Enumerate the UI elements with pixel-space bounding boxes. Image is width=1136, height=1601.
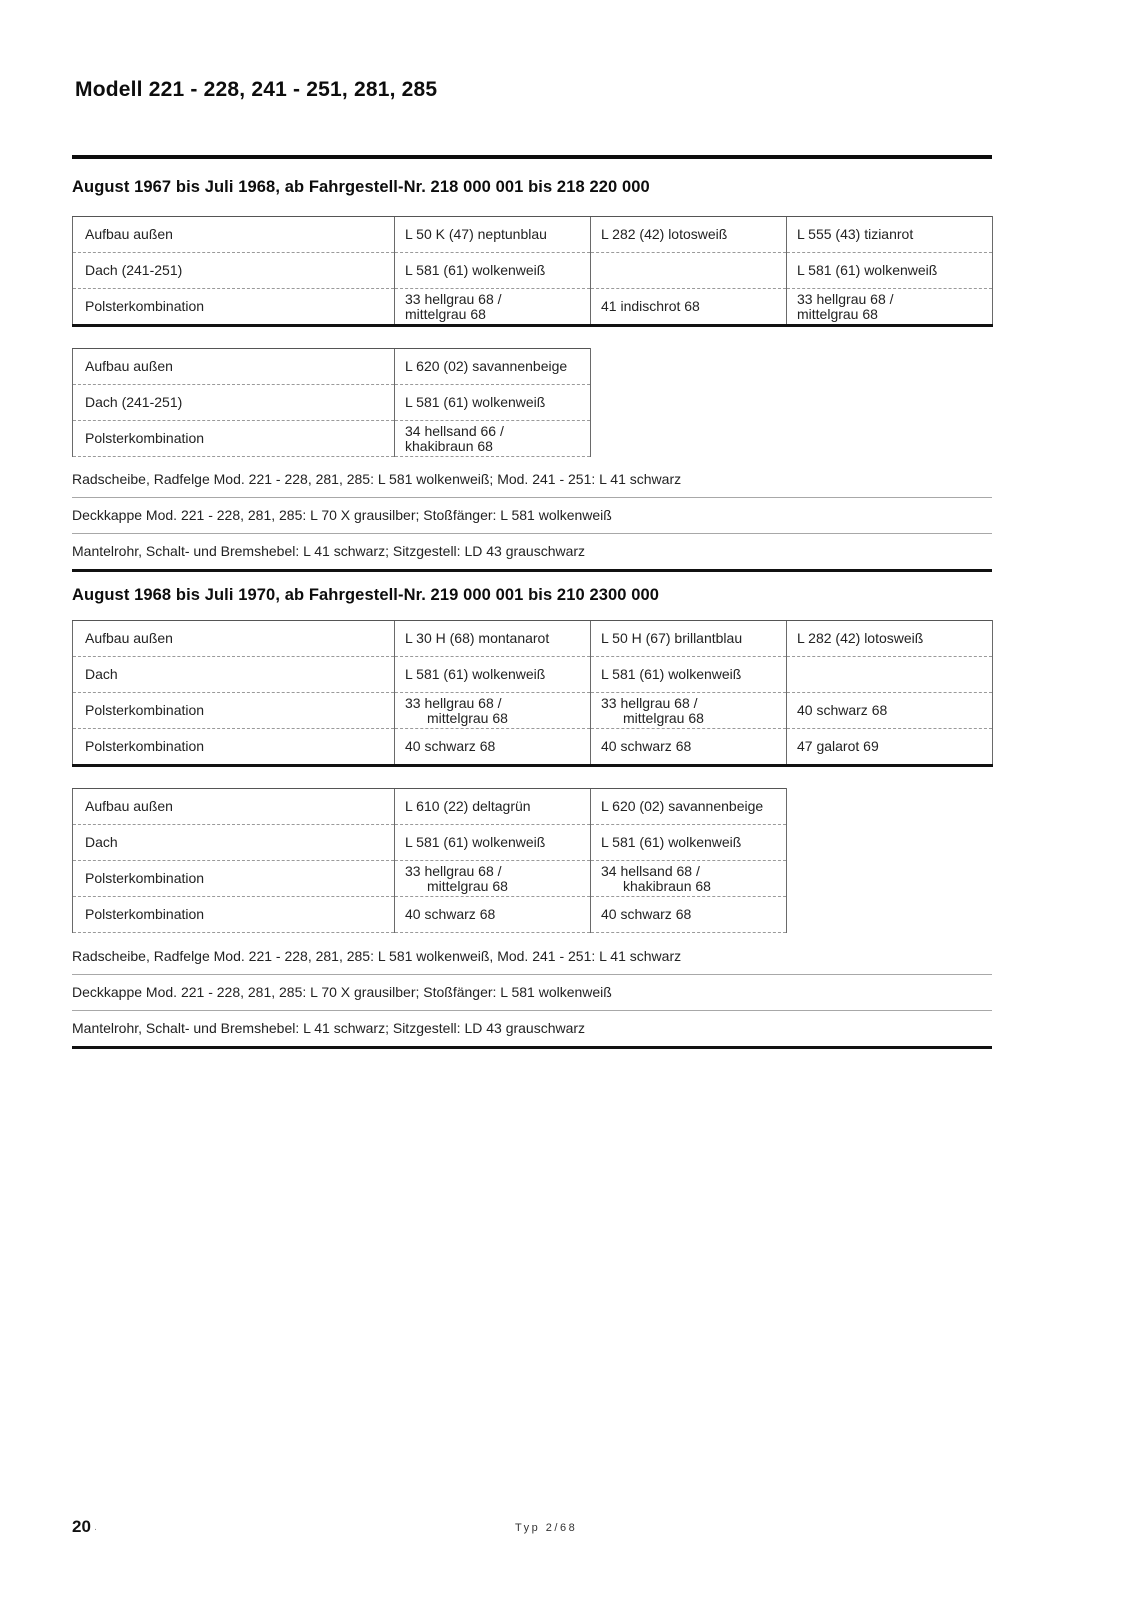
row-label: Polsterkombination [73,693,395,729]
type-code: Typ 2/68 [515,1522,578,1534]
table-cell: 40 schwarz 68 [395,729,591,766]
cell-line: 34 hellsand 66 / [405,422,504,439]
table-cell: L 620 (02) savannenbeige [395,349,591,385]
row-label: Aufbau außen [73,621,395,657]
cell-line: 34 hellsand 68 / [601,862,700,879]
table-row [73,421,591,457]
table-cell: 41 indischrot 68 [591,289,787,326]
row-label: Polsterkombination [73,861,395,897]
row-label: Polsterkombination [73,421,395,457]
table-cell: L 610 (22) deltagrün [395,789,591,825]
note-wheel-1967: Radscheibe, Radfelge Mod. 221 - 228, 281, 285: L 581 wolkenweiß; Mod. 241 - 251: L 41 schwarz [72,461,992,498]
table-cell: L 50 H (67) brillantblau [591,621,787,657]
row-label: Polsterkombination [73,729,395,766]
page-title: Modell 221 - 228, 241 - 251, 281, 285 [75,78,438,101]
cell-line: mittelgrau 68 [427,877,508,894]
section-heading-1967: August 1967 bis Juli 1968, ab Fahrgestell-Nr. 218 000 001 bis 218 220 000 [72,178,650,196]
table-cell: L 581 (61) wolkenweiß [395,253,591,289]
cell-line: 33 hellgrau 68 / [601,694,698,711]
table-cell: L 581 (61) wolkenweiß [395,385,591,421]
section-heading-1968: August 1968 bis Juli 1970, ab Fahrgestell-Nr. 219 000 001 bis 210 2300 000 [72,586,660,604]
table-cell: 40 schwarz 68 [591,897,787,933]
table-cell: L 555 (43) tizianrot [787,217,993,253]
table-cell: 40 schwarz 68 [591,729,787,766]
row-label: Dach [73,825,395,861]
table-cell [787,289,993,326]
note-cap-1967: Deckkappe Mod. 221 - 228, 281, 285: L 70 X grausilber; Stoßfänger: L 581 wolkenweiß [72,497,992,534]
cell-line: 33 hellgrau 68 / [797,290,894,307]
table-row [73,621,993,657]
table-cell [395,289,591,326]
color-table-1967-a [72,216,993,327]
page-number-text: 20 [72,1517,91,1536]
table-row [73,217,993,253]
cell-line: 33 hellgrau 68 / [405,290,502,307]
cell-line: mittelgrau 68 [427,709,508,726]
table-row [73,253,993,289]
row-label: Dach (241-251) [73,253,395,289]
cell-line: mittelgrau 68 [797,305,878,322]
color-table-1967-b [72,348,591,457]
row-label: Dach [73,657,395,693]
table-row [73,657,993,693]
table-row [73,897,787,933]
table-cell: L 620 (02) savannenbeige [591,789,787,825]
table-cell: L 282 (42) lotosweiß [787,621,993,657]
cell-line: mittelgrau 68 [405,305,486,322]
table-row [73,289,993,326]
table-cell: L 581 (61) wolkenweiß [591,825,787,861]
table-cell [591,253,787,289]
table-cell: L 50 K (47) neptunblau [395,217,591,253]
cell-line: khakibraun 68 [405,437,493,454]
page-number [72,1517,97,1537]
cell-line: khakibraun 68 [623,877,711,894]
note-wheel-1968: Radscheibe, Radfelge Mod. 221 - 228, 281, 285: L 581 wolkenweiß, Mod. 241 - 251: L 41 schwarz [72,938,992,975]
table-cell: 40 schwarz 68 [787,693,993,729]
dot-mark: · [93,1524,98,1535]
cell-line: mittelgrau 68 [623,709,704,726]
table-row [73,693,993,729]
row-label: Aufbau außen [73,789,395,825]
table-cell: L 282 (42) lotosweiß [591,217,787,253]
table-row [73,825,787,861]
cell-line: 33 hellgrau 68 / [405,694,502,711]
note-frame-1968: Mantelrohr, Schalt- und Bremshebel: L 41 schwarz; Sitzgestell: LD 43 grauschwarz [72,1010,992,1049]
note-cap-1968: Deckkappe Mod. 221 - 228, 281, 285: L 70 X grausilber; Stoßfänger: L 581 wolkenweiß [72,974,992,1011]
cell-line: 33 hellgrau 68 / [405,862,502,879]
row-label: Dach (241-251) [73,385,395,421]
title-divider [72,155,992,159]
table-cell: 47 galarot 69 [787,729,993,766]
row-label: Aufbau außen [73,217,395,253]
table-cell: L 581 (61) wolkenweiß [787,253,993,289]
table-cell [395,693,591,729]
table-row [73,385,591,421]
table-cell: 40 schwarz 68 [395,897,591,933]
table-cell: L 581 (61) wolkenweiß [395,657,591,693]
table-cell: L 581 (61) wolkenweiß [591,657,787,693]
table-cell [591,693,787,729]
table-cell [395,861,591,897]
color-table-1968-b [72,788,787,933]
table-cell: L 581 (61) wolkenweiß [395,825,591,861]
row-label: Polsterkombination [73,289,395,326]
row-label: Polsterkombination [73,897,395,933]
table-cell: L 30 H (68) montanarot [395,621,591,657]
table-row [73,349,591,385]
note-frame-1967: Mantelrohr, Schalt- und Bremshebel: L 41 schwarz; Sitzgestell: LD 43 grauschwarz [72,533,992,572]
table-cell [395,421,591,457]
table-row [73,729,993,766]
table-row [73,861,787,897]
table-cell [591,861,787,897]
color-table-1968-a [72,620,993,767]
table-cell [787,657,993,693]
table-row [73,789,787,825]
row-label: Aufbau außen [73,349,395,385]
